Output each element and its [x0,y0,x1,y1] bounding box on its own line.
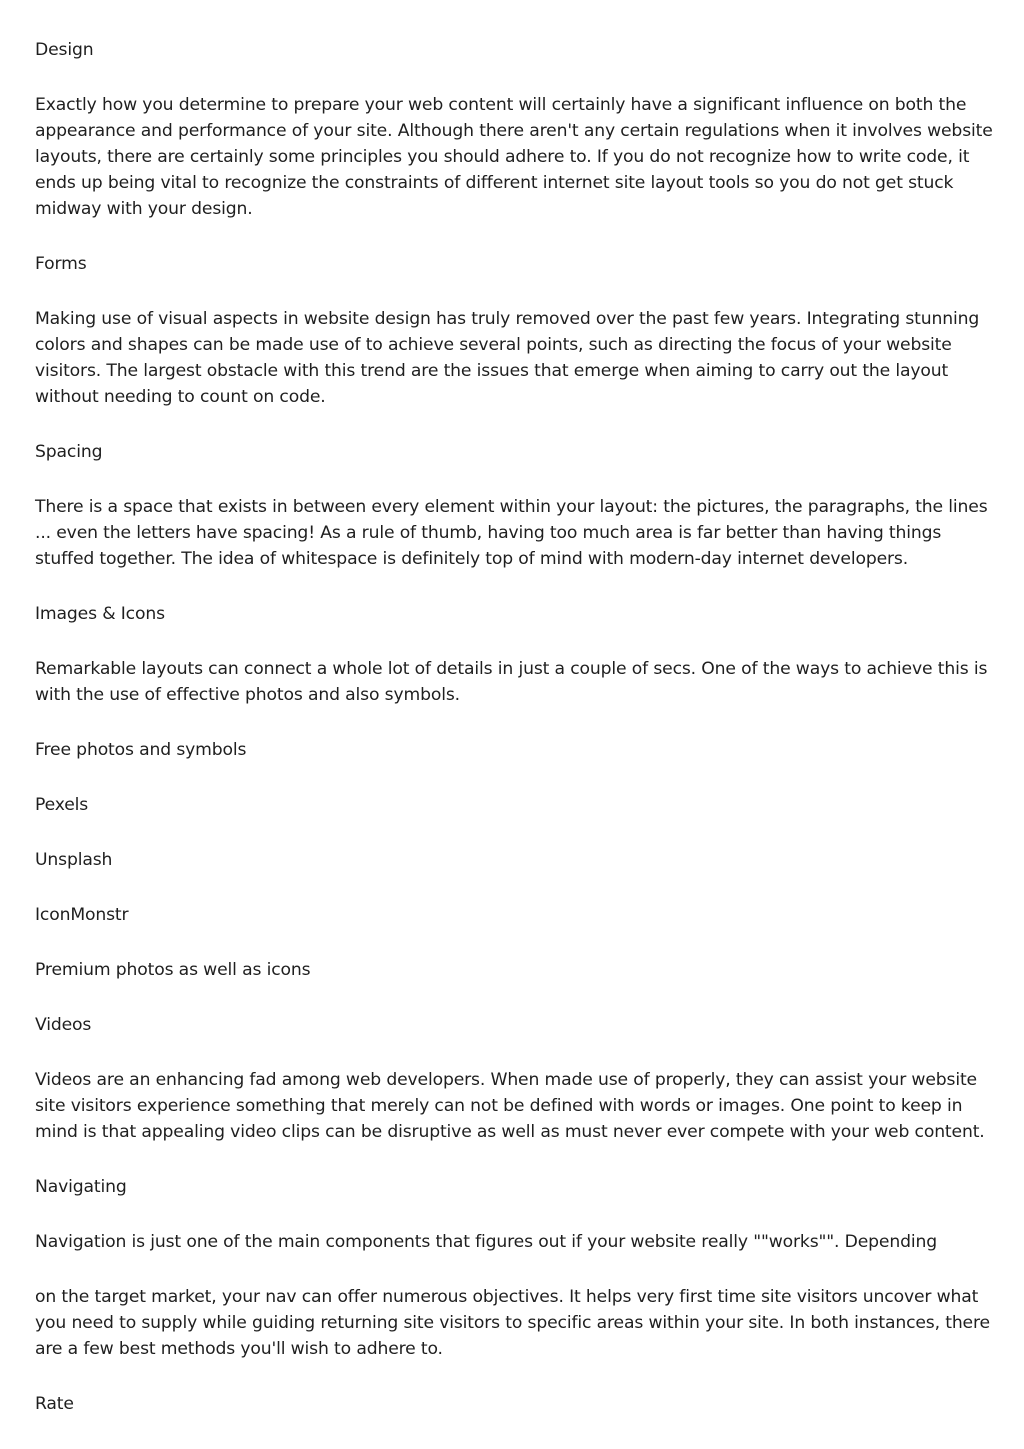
line-iconmonstr: IconMonstr [35,905,129,925]
paragraph-forms: Making use of visual aspects in website design has truly removed over the past few years. Integrating stunning colors and shapes can be made use of to achieve several points, such as directing the focus of your website visitors. The largest obstacle with this trend are the issues that emerge when aiming to carry out the layout without needing to count on code. [35,309,980,407]
heading-spacing: Spacing [35,442,103,462]
line-pexels: Pexels [35,795,89,815]
heading-design: Design [35,40,94,60]
heading-forms: Forms [35,254,87,274]
line-premium-photos: Premium photos as well as icons [35,960,311,980]
paragraph-navigation-1: Navigation is just one of the main components that figures out if your website really ""works"". Depending [35,1232,937,1252]
document-body [35,37,995,1446]
heading-rate: Rate [35,1394,74,1414]
paragraph-spacing: There is a space that exists in between every element within your layout: the pictures, the paragraphs, the lines ... even the letters have spacing! As a rule of thumb, having too much area is far better than having things stuffed together. The idea of whitespace is definitely top of mind with modern-day internet developers. [35,497,988,569]
paragraph-navigation-2: on the target market, your nav can offer numerous objectives. It helps very first time site visitors uncover what you need to supply while guiding returning site visitors to specific areas within your site. In both instances, there are a few best methods you'll wish to adhere to. [35,1287,990,1359]
paragraph-design: Exactly how you determine to prepare your web content will certainly have a significant influence on both the appearance and performance of your site. Although there aren't any certain regulations when it involves website layouts, there are certainly some principles you should adhere to. If you do not recognize how to write code, it ends up being vital to recognize the constraints of different internet site layout tools so you do not get stuck midway with your design. [35,95,993,219]
heading-videos: Videos [35,1015,92,1035]
heading-images-icons: Images & Icons [35,604,165,624]
paragraph-images-icons: Remarkable layouts can connect a whole lot of details in just a couple of secs. One of the ways to achieve this is with the use of effective photos and also symbols. [35,659,988,705]
heading-navigating: Navigating [35,1177,127,1197]
paragraph-videos: Videos are an enhancing fad among web developers. When made use of properly, they can assist your website site visitors experience something that merely can not be defined with words or images. One point to keep in mind is that appealing video clips can be disruptive as well as must never ever compete with your web content. [35,1070,985,1142]
line-free-photos: Free photos and symbols [35,740,247,760]
line-unsplash: Unsplash [35,850,113,870]
